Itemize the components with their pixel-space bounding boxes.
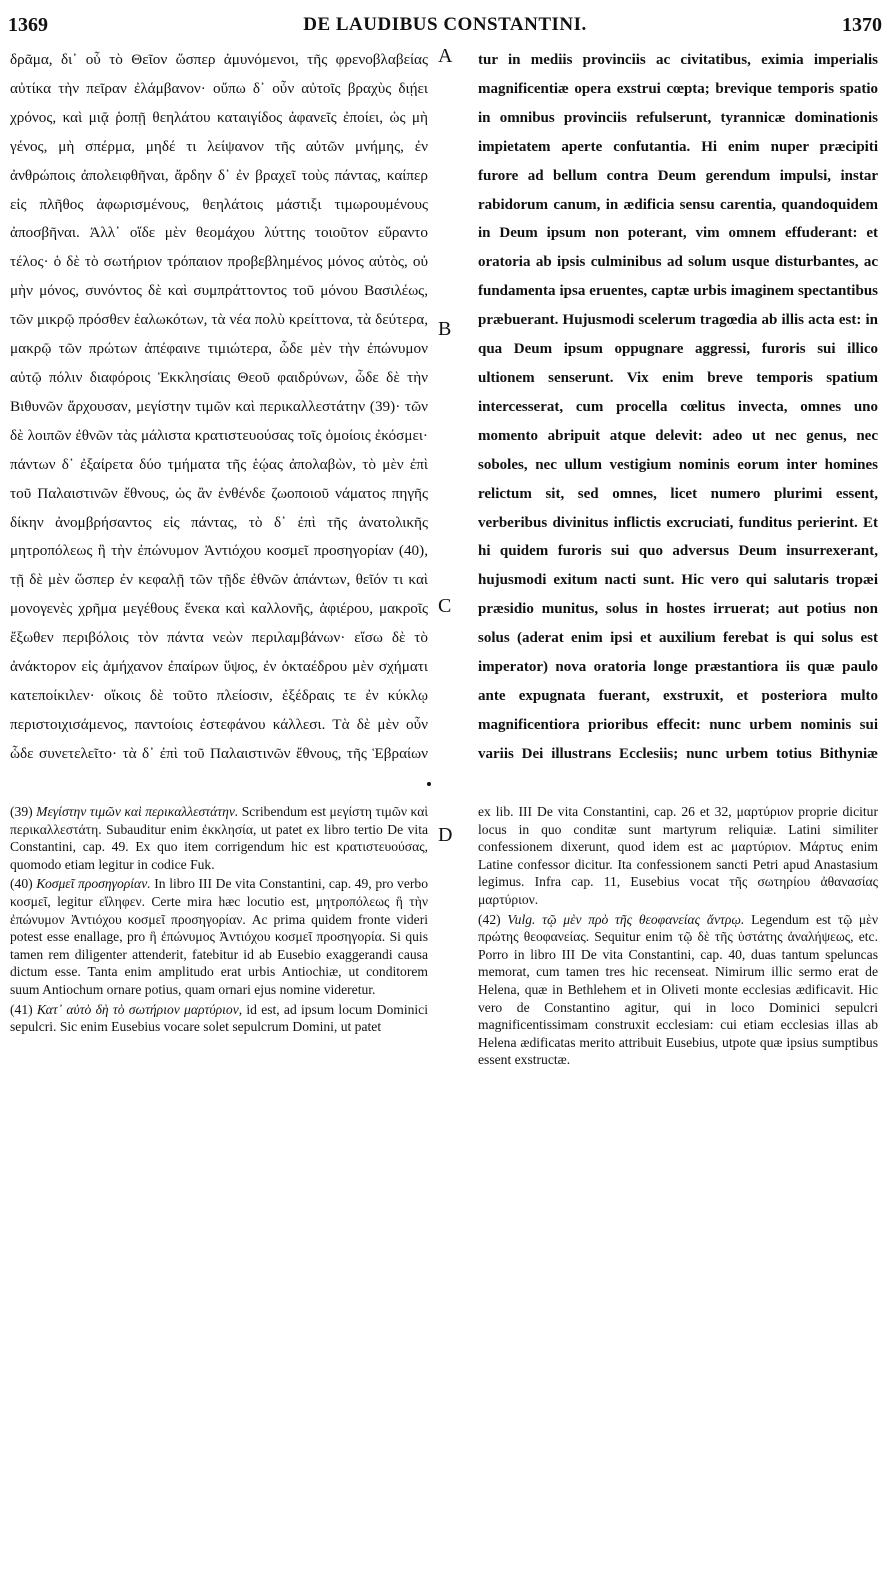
latin-column — [478, 46, 878, 764]
page-number-right: 1370 — [842, 14, 882, 36]
footnote-text: In libro III De vita Constantini, cap. 49, pro verbo κοσμεῖ, legitur εἴληφεν. Certe mira hæc locutio est, μητροπόλεως ἣ τὴν ἐπώνυμον Ἀντιόχου κοσμεῖ προσηγορίαν. Ac prima quidem fronte videri potest esse enallage, pro ἣ ἐπώνυμος Ἀντιόχου κοσμεῖ προσηγορία. Si quis tamen rem diligenter attenderit, fatebitur id ab Eusebio exaggerandi causa dictum esse. Tanta enim amplitudo erat urbis Antiochiæ, ut conditorem suum Antiochum ornare potius, quam ornari ejus nomine videretur. — [10, 876, 428, 997]
greek-column — [10, 46, 428, 764]
footnote-lemma: Vulg. τῷ μὲν πρὸ τῆς θεοφανείας ἄντρῳ. — [507, 911, 745, 927]
footnote-text: id est, ad ipsum locum Dominici sepulcri. Sic enim Eusebius vocare solet sepulcrum Domini, ut patet — [10, 1001, 428, 1035]
footnote-41 — [10, 1001, 428, 1036]
greek-text: δρᾶμα, δι᾽ οὗ τὸ Θεῖον ὥσπερ ἀμυνόμενοι, τῆς φρενοβλαβείας αὐτίκα τὴν πεῖραν ἐλάμβανον· οὔπω δ᾽ οὖν αὐτοῖς βραχὺς διῄει χρόνος, καὶ μιᾷ ῥοπῇ θεηλάτου καταιγίδος ἀφανεῖς ἐποίει, ὡς μὴ γένος, μὴ σπέρμα, μηδέ τι λείψανον τῆς αὐτῶν μνήμης, ἐν ἀνθρώποις ἀπολειφθῆναι, ἄρδην δ᾽ ἐν βραχεῖ τοὺς πάντας, καίπερ εἰς πλῆθος ἀφωρισμένους, θεηλάτοις μάστιξι τιμωρουμένους ἀποσβῆναι. Ἀλλ᾽ οἵδε μὲν θεομάχου λύττης τοιοῦτον εὕραντο τέλος· ὁ δὲ τὸ σωτήριον τρόπαιον προβεβλημένος μόνος αὐτὸς, οὐ μὴν μόνος, συνόντος δὲ καὶ συμπράττοντος τοῦ μόνου Βασιλέως, τῶν μικρῷ πρόσθεν ἑαλωκότων, τὰ νέα πολὺ κρείττονα, τὰ δεύτερα, μακρῷ τῶν πρώτων ἀπέφαινε τιμιώτερα, ὧδε μὲν τὴν ἐπώνυμον αὐτῷ πόλιν διαφόροις Ἐκκλησίαις Θεοῦ φαιδρύνων, ὧδε δὲ τὴν Βιθυνῶν ἄρχουσαν, μεγίστην τιμῶν καὶ περικαλλεστάτην (39)· τῶν δὲ λοιπῶν ἐθνῶν τὰς μάλιστα κρατιστευούσας τοῖς ὁμοίοις ἐκόσμει· πάντων δ᾽ ἐξαίρετα δύο τμήματα τῆς ἑῴας ἀπολαβὼν, τὸ μὲν ἐπὶ τοῦ Παλαιστινῶν ἔθνους, ὡς ἂν ἐνθένδε ζωοποιοῦ νάματος πηγῆς δίκην ἀνομβρήσαντος εἰς πάντας, τὸ δ᾽ ἐπὶ τῆς ἀνατολικῆς μητροπόλεως ἣ τὴν ἐπώνυμον Ἀντιόχου κοσμεῖ προσηγορίαν (40), τῇ δὲ μὲν ὥσπερ ἐν κεφαλῇ τῶν τῇδε ἐθνῶν ἁπάντων, θεῖόν τι καὶ μονογενὲς χρῆμα μεγέθους ἕνεκα καὶ καλλονῆς, ἀφιέρου, μακροῖς ἔξωθεν περιβόλοις τὸν πάντα νεὼν περιλαμβάνων· εἴσω δὲ τὸ ἀνάκτορον εἰς ἀμήχανον ἐπαίρων ὕψος, ἐν ὀκταέδρου μὲν σχήματι κατεποίκιλεν· οἴκοις δὲ τοῦτο πλείοσιν, ἐξέδραις τε ἐν κύκλῳ περιστοιχισάμενος, παντοίοις ἐστεφάνου κάλλεσι. Τὰ δὲ μὲν οὖν ὧδε συνετελεῖτο· τὰ δ᾽ ἐπὶ τοῦ Παλαιστινῶν ἔθνους, τῆς Ἑβραίων — [10, 51, 428, 762]
footnote-number: (40) — [10, 876, 33, 892]
latin-text — [478, 46, 878, 764]
separator-dot — [427, 782, 431, 786]
footnotes-left — [10, 803, 428, 1133]
footnote-40 — [10, 875, 428, 998]
margin-letter-d: D — [438, 824, 453, 846]
footnote-lemma: Μεγίστην τιμῶν καὶ περικαλλεστάτην. — [36, 804, 239, 819]
latin-text-body: tur in mediis provinciis ac civitatibus, eximia imperialis magnificentiæ opera exstrui cœpta; brevique temporis spatio in omnibus provinciis refulserunt, tyrannicæ dominationis impietatem aperte confutantia. Hi enim nuper præcipiti furore ad bellum contra Deum gerendum impulsi, instar rabidorum canum, in ædificia sensu carentia, quandoquidem in Deum ipsum non poterant, vim omnem effuderant: et oratoria ab ipsis culminibus ad solum usque disturbantes, ac fundamenta ipsa eruentes, captæ urbis imaginem spectantibus præbuerant. Hujusmodi scelerum tragœdia ab illis acta est: in qua Deum ipsum oppugnare aggressi, furoris sui illico ultionem senserunt. Vix enim breve temporis spatium intercesserat, cum procella cœlitus invecta, omnes uno momento abripuit atque delevit: adeo ut nec genus, nec soboles, nec ullum vestigium nominis eorum inter homines relictum sit, sed omnes, licet numero plurimi essent, verberibus divinitus inflictis excruciati, funditus perierint. Et hi quidem furoris sui quo adversus Deum insurrexerant, hujusmodi exitum nacti sunt. Hic vero qui salutaris tropæi præsidio munitus, solus in hostes irruerat; aut potius non solus (aderat enim ipsi et auxilium ferebat is qui solus est imperator) nova oratoria longe præstantiora iis quæ paulo ante expugnata fuerant, exstruxit, et posteriora multo magnificentiora prioribus effecit: nunc urbem nominis sui variis Dei illustrans Ecclesiis; nunc urbem totius Bithyniæ — [478, 52, 878, 762]
footnotes-right — [478, 803, 878, 1133]
footnote-text: Legendum est τῷ μὲν πρώτης θεοφανείας. Sequitur enim τῷ δὲ τῆς ὑστάτης ἀναλήψεως, etc. Porro in libro III De vita Constantini, cap. 40, duas tantum speluncas memorat, cum tamen tres hic recenseat. Nimirum illic sermo erat de Helena, quæ in Bethlehem et in Oliveti monte ecclesias ædificavit. Hic vero de Constantino agitur, qui in loco Dominici sepulcri magnificentissimam construxit ecclesiam: cui etiam ecclesias illas ab Helena ædificatas merito attribuit Eusebius, utpote quæ ipsius sumptibus essent exstructæ. — [478, 911, 878, 1068]
page-number-left: 1369 — [8, 14, 48, 36]
running-title: DE LAUDIBUS CONSTANTINI. — [303, 14, 587, 35]
footnote-number: (41) — [10, 1001, 33, 1017]
footnote-text: ex lib. III De vita Constantini, cap. 26 et 32, μαρτύριον proprie dicitur locus in quo conditæ sunt martyrum reliquiæ. Latini similiter confessionem dixerunt, quod idem est ac μαρτύριον. Μάρτυς enim Latine confessor dicitur. Ita confessionem sancti Petri apud Anastasium legimus. Infra cap. 11, Eusebius vocat τῆς σωτηρίου ἀθανασίας μαρτύριον. — [478, 804, 878, 907]
footnote-42 — [478, 911, 878, 1069]
footnote-number: (39) — [10, 804, 33, 819]
footnote-lemma: Κοσμεῖ προσηγορίαν. — [36, 876, 151, 892]
margin-letter-b: B — [438, 318, 452, 340]
margin-section-letters — [434, 0, 474, 1590]
margin-letter-a: A — [438, 45, 453, 67]
margin-letter-c: C — [438, 595, 452, 617]
footnote-41-continued — [478, 803, 878, 909]
footnote-number: (42) — [478, 911, 501, 927]
footnote-39 — [10, 803, 428, 873]
footnote-lemma: Κατ᾽ αὐτὸ δὴ τὸ σωτήριον μαρτύριον, — [36, 1001, 243, 1017]
footnote-text: Scribendum est μεγίστη τιμῶν καὶ περικαλλεστάτη. Subauditur enim ἐκκλησία, ut patet ex libro tertio De vita Constantini, cap. 49. Ex quo item corrigendum hic est κρατιστευούσας, quomodo etiam legitur in codice Fuk. — [10, 804, 428, 872]
